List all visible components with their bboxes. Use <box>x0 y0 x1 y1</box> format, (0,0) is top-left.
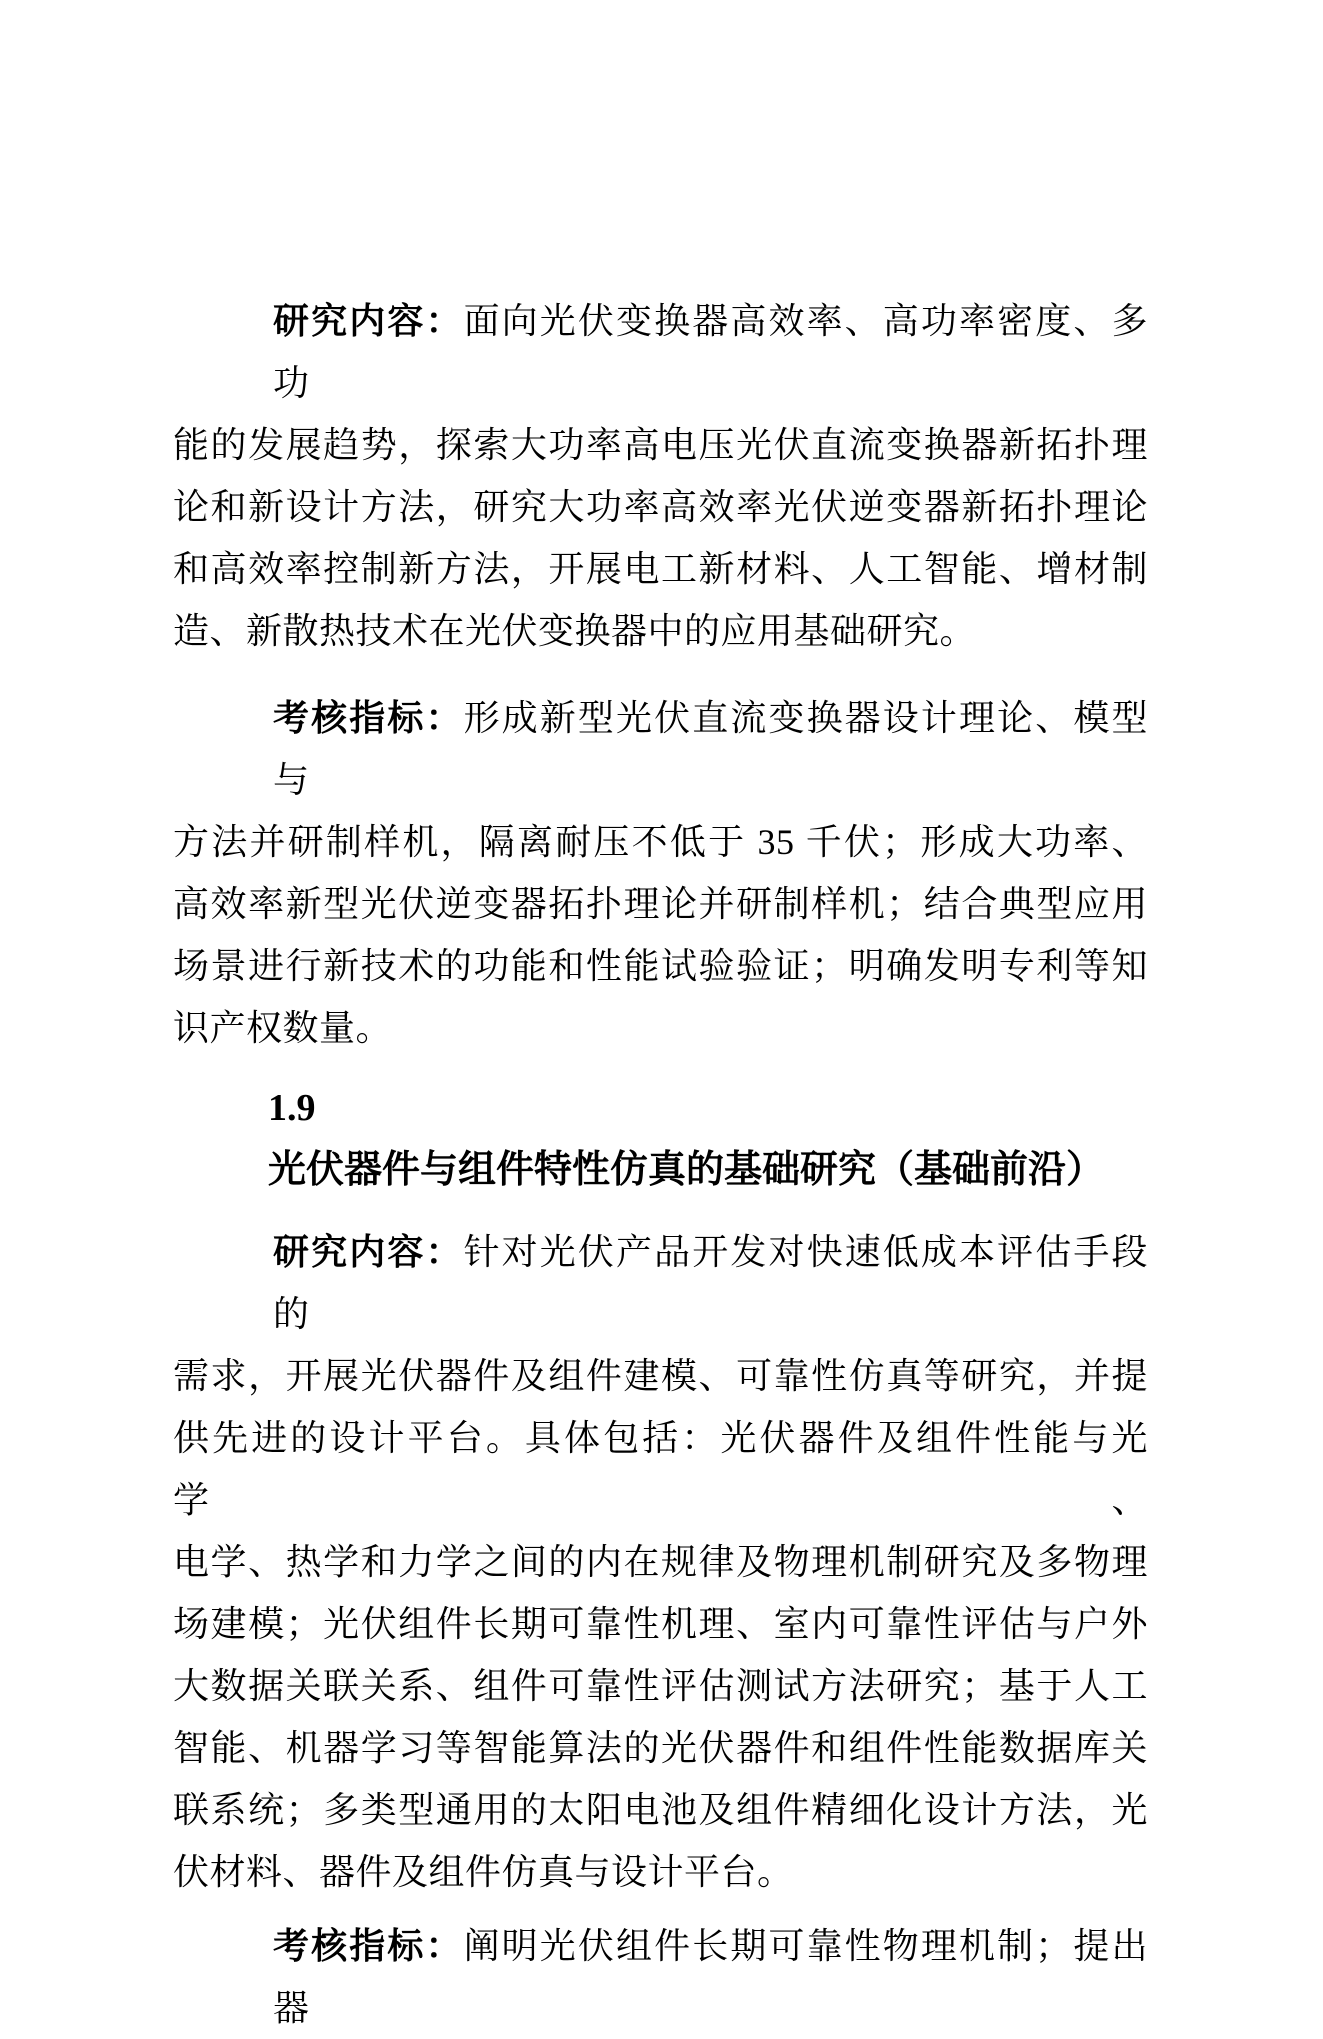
paragraph-label: 研究内容： <box>273 300 464 341</box>
text-line <box>173 290 1148 414</box>
text-line: 能的发展趋势，探索大功率高电压光伏直流变换器新拓扑理 <box>173 425 1148 465</box>
text-line <box>173 1915 1148 2039</box>
paragraph-label: 考核指标： <box>273 697 464 738</box>
text-line <box>173 1221 1148 1345</box>
text-line: 供先进的设计平台。具体包括：光伏器件及组件性能与光学、 <box>173 1418 1148 1520</box>
text-run: 阐明光伏组件长期可靠性物理机制；提出器 <box>273 1926 1148 2028</box>
text-line: 场建模；光伏组件长期可靠性机理、室内可靠性评估与户外 <box>173 1604 1148 1644</box>
text-line: 高效率新型光伏逆变器拓扑理论并研制样机；结合典型应用 <box>173 884 1148 924</box>
text-line: 需求，开展光伏器件及组件建模、可靠性仿真等研究，并提 <box>173 1356 1148 1396</box>
paragraph-research-content-1 <box>173 290 1148 662</box>
text-line: 和高效率控制新方法，开展电工新材料、人工智能、增材制 <box>173 549 1148 589</box>
heading-number: 1.9 <box>268 1087 316 1129</box>
text-line: 大数据关联关系、组件可靠性评估测试方法研究；基于人工 <box>173 1666 1148 1706</box>
text-run: 面向光伏变换器高效率、高功率密度、多功 <box>273 301 1148 403</box>
text-line: 造、新散热技术在光伏变换器中的应用基础研究。 <box>173 611 977 651</box>
text-line: 电学、热学和力学之间的内在规律及物理机制研究及多物理 <box>173 1542 1148 1582</box>
text-line: 方法并研制样机，隔离耐压不低于 35 千伏；形成大功率、 <box>173 822 1148 862</box>
text-line: 论和新设计方法，研究大功率高效率光伏逆变器新拓扑理论 <box>173 487 1148 527</box>
paragraph-assessment-metrics-1 <box>173 687 1148 1059</box>
text-line: 联系统；多类型通用的太阳电池及组件精细化设计方法，光 <box>173 1790 1148 1830</box>
paragraph-research-content-2 <box>173 1221 1148 1903</box>
text-line: 场景进行新技术的功能和性能试验验证；明确发明专利等知 <box>173 946 1148 986</box>
text-line: 伏材料、器件及组件仿真与设计平台。 <box>173 1852 794 1892</box>
paragraph-label: 研究内容： <box>273 1231 464 1272</box>
paragraph-label: 考核指标： <box>273 1925 464 1966</box>
text-line: 识产权数量。 <box>173 1008 393 1048</box>
text-run: 针对光伏产品开发对快速低成本评估手段的 <box>273 1232 1148 1334</box>
section-heading-1-9 <box>173 1077 1148 1201</box>
paragraph-assessment-metrics-2 <box>173 1915 1148 2039</box>
heading-text: 光伏器件与组件特性仿真的基础研究（基础前沿） <box>268 1149 1105 1191</box>
text-run: 形成新型光伏直流变换器设计理论、模型与 <box>273 698 1148 800</box>
text-line: 智能、机器学习等智能算法的光伏器件和组件性能数据库关 <box>173 1728 1148 1768</box>
text-line <box>173 687 1148 811</box>
